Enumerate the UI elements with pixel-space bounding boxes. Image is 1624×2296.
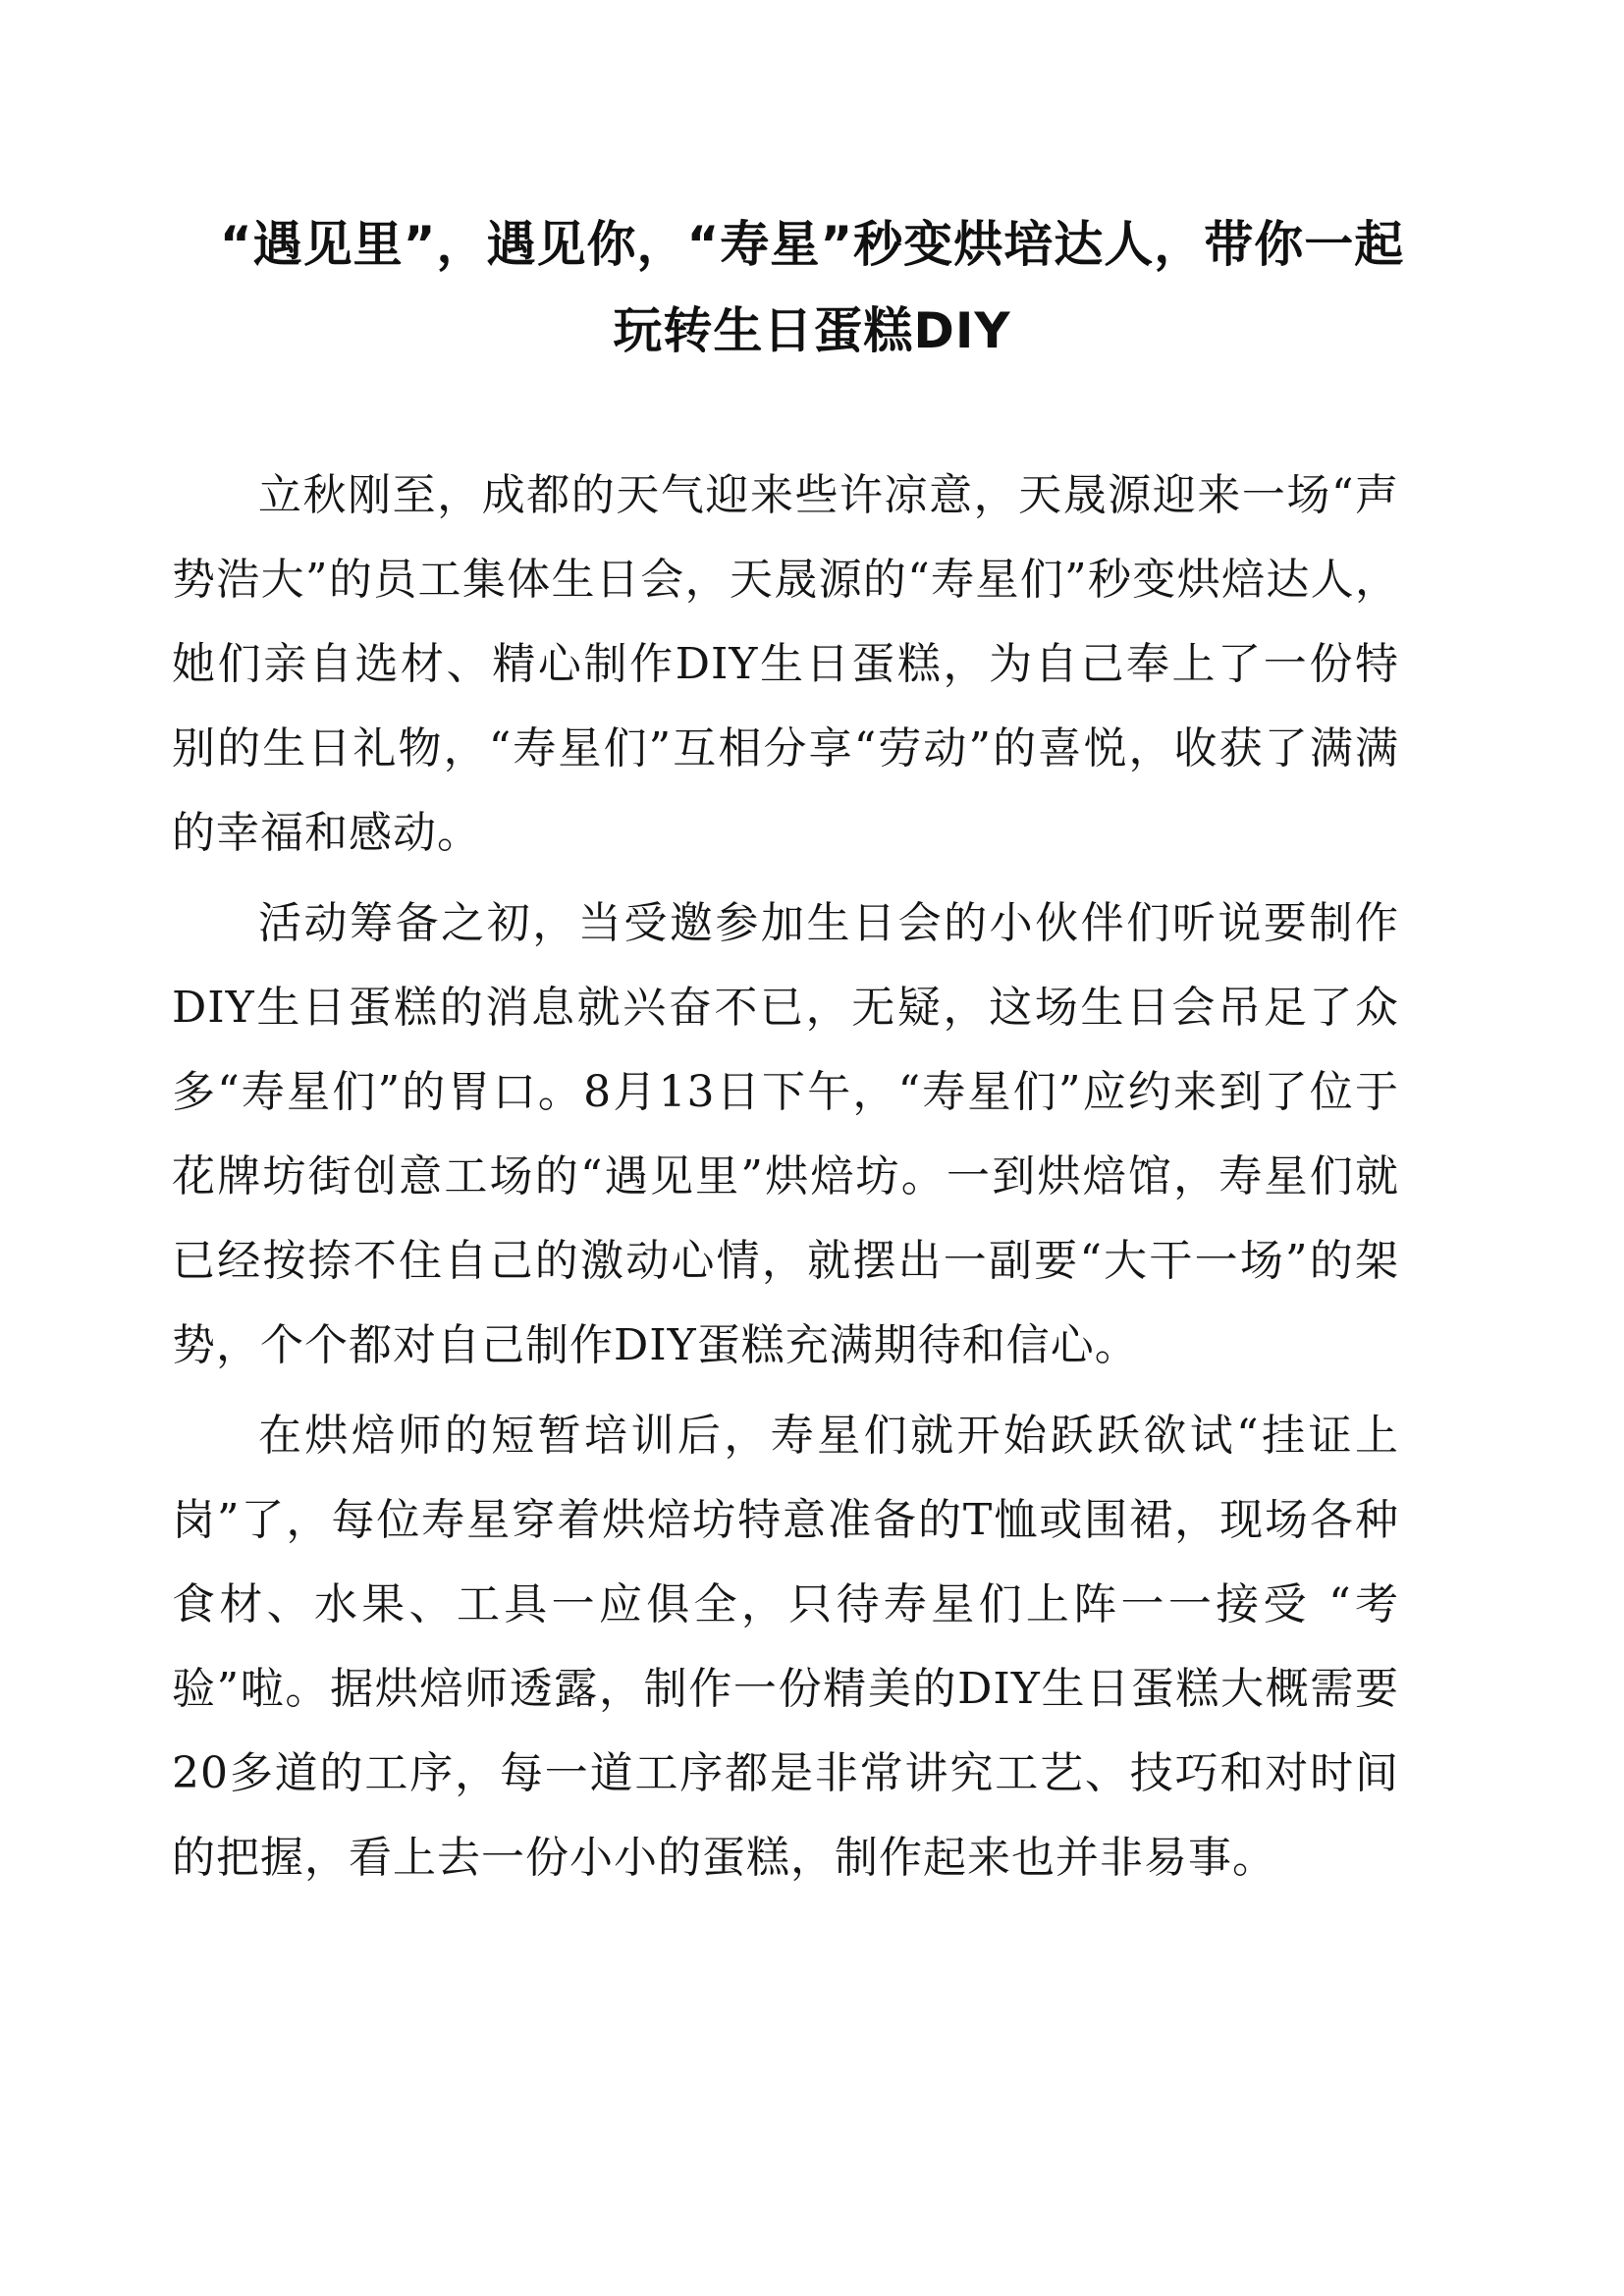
paragraph-3: 在烘焙师的短暂培训后，寿星们就开始跃跃欲试“挂证上岗”了，每位寿星穿着烘焙坊特意准备的T恤或围裙，现场各种食材、水果、工具一应俱全，只待寿星们上阵一一接受 “考验”啦。据烘焙师透露，制作一份精美的DIY生日蛋糕大概需要20多道的工序，每一道工序都是非常讲究工艺、技巧和对时间的把握，看上去一份小小的蛋糕，制作起来也并非易事。 — [172, 1411, 1399, 1883]
article-title-line-1: “遇见里”，遇见你，“寿星”秒变烘培达人，带你一起 — [219, 216, 1405, 273]
paragraph-2: 活动筹备之初，当受邀参加生日会的小伙伴们听说要制作DIY生日蛋糕的消息就兴奋不已，无疑，这场生日会吊足了众多“寿星们”的胃口。8月13日下午，“寿星们”应约来到了位于花牌坊街创意工场的“遇见里”烘焙坊。一到烘焙馆，寿星们就已经按捺不住自己的激动心情，就摆出一副要“大干一场”的架势，个个都对自己制作DIY蛋糕充满期待和信心。 — [172, 898, 1399, 1370]
article-body — [172, 454, 1399, 1906]
article-title — [177, 201, 1447, 374]
paragraph-1: 立秋刚至，成都的天气迎来些许凉意，天晟源迎来一场“声势浩大”的员工集体生日会，天晟源的“寿星们”秒变烘焙达人，她们亲自选材、精心制作DIY生日蛋糕，为自己奉上了一份特别的生日礼物，“寿星们”互相分享“劳动”的喜悦，收获了满满的幸福和感动。 — [172, 470, 1399, 858]
article-title-line-2: 玩转生日蛋糕DIY — [613, 302, 1011, 359]
